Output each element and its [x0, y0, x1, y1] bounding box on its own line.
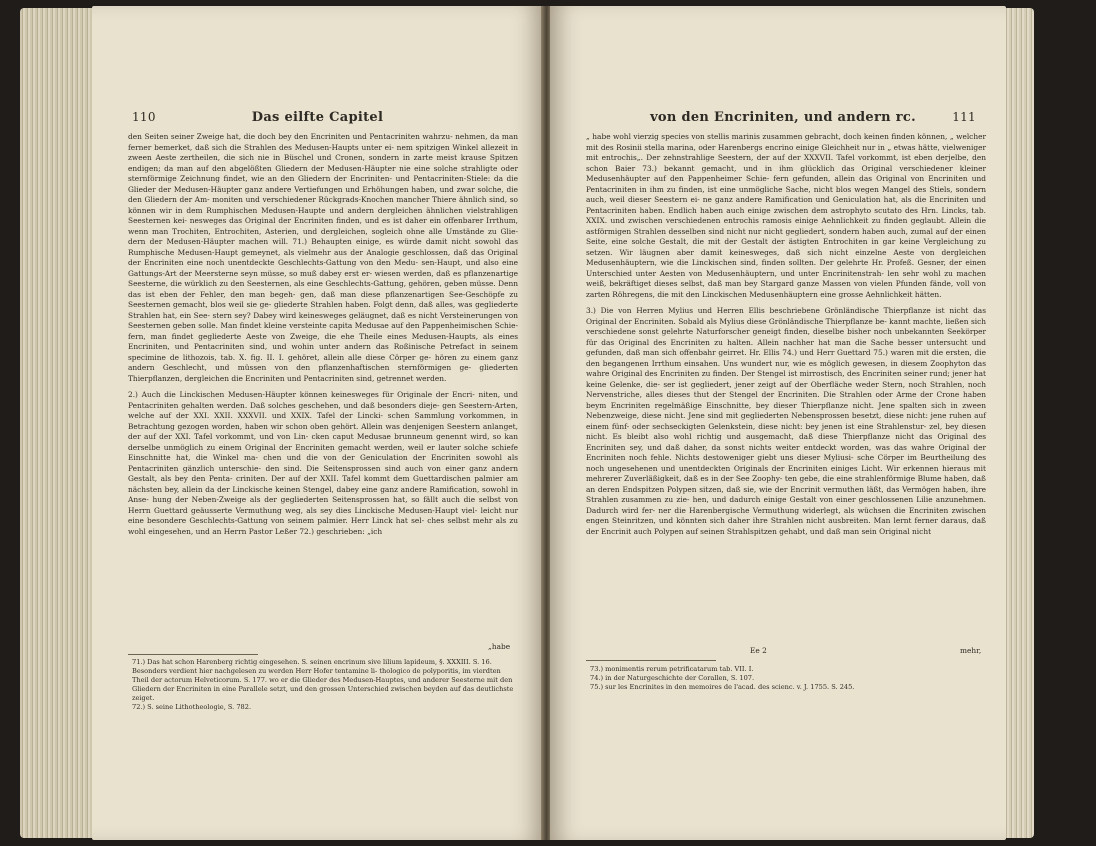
right-running-head: von den Encriniten, und andern rc. [650, 110, 916, 125]
right-body-text [586, 132, 986, 543]
left-paragraph-2: 2.) Auch die Linckischen Medusen-Häupter können keinesweges für Originale der Encri- niten, und Pentacriniten gehalten werden. Daß solches geschehen, und daß besonders dieje- gen Seestern-Arten, welche auf der XXI. XXII. XXXVII. und XXIX. Tafel der Lincki- schen Sammlung vorkommen, in Betrachtung gezogen worden, haben wir schon oben gehört. Allein was denjenigen Seestern anlanget, der auf der XXI. Tafel vorkommt, und von Lin- cken caput Medusae brunneum genennt wird, so kan derselbe unmöglich zu einem Original der Encriniten gemacht werden, weil er lauter solche schiefe Einschnitte hat, die Winkel ma- chen und die von der Geniculation der Encriniten sowohl als Pentacriniten gänzlich unterschie- den sind. Die Seitensprossen sind auch von einer ganz andern Gestalt, als bey den Penta- criniten. Der auf der XXII. Tafel kommt dem Guettardischen palmier am nächsten bey, allein da der Linckische keinen Stengel, dabey eine ganz andere Ramification, sowohl in Anse- hung der Neben-Zweige als der gegliederten Seitensprossen hat, so fällt auch die selbst von Herrn Guettard geäusserte Vermuthung weg, als sey dies Linckische Medusen-Haupt viel- leicht nur eine besondere Geschlechts-Gattung von seinem palmier. Herr Linck hat sel- ches selbst mehr als zu wohl eingesehen, und an Herrn Pastor Leßer 72.) geschrieben: „ich [128, 390, 518, 536]
right-footnote-rule [586, 660, 716, 661]
right-page-number: 111 [952, 110, 976, 124]
left-page [92, 6, 543, 840]
left-footnote-71: 71.) Das hat schon Harenberg richtig eingesehen. S. seinen encrinum sive lilium lapideum, §. XXXIII. S. 16. Besonders verdient hier nachgelesen zu werden Herr Hofer tentamine li- thologico de polyporitis, im vierdten Theil der actorum Helveticorum. S. 177. wo er die Glieder des Medusen-Hauptes, und anderer Seesterne mit den Gliedern der Encriniten in eine Parallele setzt, und den grossen Unterschied zwischen beyden auf das deutlichste zeiget. [132, 658, 514, 702]
left-fore-edge [20, 8, 94, 838]
right-signature-mark: Ee 2 [750, 646, 767, 655]
left-catchword: „habe [488, 642, 511, 651]
right-paragraph-1: „ habe wohl vierzig species von stellis marinis zusammen gebracht, doch keinen finden können, „ welcher mit des Rosinii stella marina, oder Harenbergs encrino einige Gleichheit nur in „ etwas hätte, vielweniger mit entrochis„. Der zehnstrahlige Seestern, der auf der XXXVII. Tafel vorkommt, ist eben derjelbe, den schon Baier 73.) bekannt gemacht, und in ihm glücklich das Original verschiedener kleiner Medusenhäupter auf den Pappenheimer Schie- fern gefunden, allein das Original von Encriniten und Pentacriniten in ihm zu finden, ist eine unmögliche Sache, nicht blos wegen Mangel des Stiels, sondern auch, weil dieser Seestern ei- ne ganz andere Ramification und Geniculation hat, als die Encriniten und Pentacriniten haben. Endlich haben auch einige zwischen dem astrophyto scutato des Hrn. Lincks, tab. XXIX. und zwischen verschiedenen entrochis ramosis einige Aehnlichkeit zu finden geglaubt. Allein die astförmigen Strahlen desselben sind nicht nur nicht gegliedert, sondern haben auch, zumal auf der einen Seite, eine solche Gestalt, die mit der Gestalt der ästigten Entrochiten in gar keine Vergleichung zu setzen. Wir läugnen aber damit keinesweges, daß sich nicht einzelne Aeste von dergleichen Medusenhäuptern, wie die Linckischen sind, finden sollten. Der gelehrte Hr. Profeß. Gesner, der einen Unterschied unter Aesten von Medusenhäuptern, und unter Encrinitenstrah- len sehr wohl zu machen weiß, bekräftiget dieses selbst, daß man bey Stargard ganze Massen von vielen Pfunden fände, voll von zarten Röhregens, die mit den Linckischen Medusenhäuptern eine grosse Aehnlichkeit hätten. [586, 132, 986, 299]
left-body-text [128, 132, 518, 543]
left-footnote-rule [128, 654, 258, 655]
right-footnotes [590, 665, 980, 692]
left-footnote-72: 72.) S. seine Lithotheologie, S. 782. [132, 703, 252, 711]
left-page-number: 110 [132, 110, 156, 124]
left-paragraph-1: den Seiten seiner Zweige hat, die doch bey den Encriniten und Pentacriniten wahrzu- nehmen, da man ferner bemerket, daß sich die Strahlen des Medusen-Haupts unter ei- nem spitzigen Winkel allezeit in zween Aeste zertheilen, die sich nie in Büschel und Cronen, sondern in zarte meist krause Spitzen endigen; da man auf den abgelößten Gliedern der Medusen-Häupter nie eine solche strahligte oder sternförmige Zeichnung findet, wie an den Gliedern der Encriniten- und Pentacriniten-Stiele: da die Glieder der Medusen-Häupter ganz andere Vertiefungen und Erhöhungen haben, und zwar solche, die den Gliedern der Am- moniten und verschiedener Rückgrads-Knochen mancher Thiere ähnlich sind, so können wir in dem Rumphischen Medusen-Haupte und andern dergleichen ähnlichen vielstrahligen Seesternen kei- nesweges das Original der Encriniten finden, und es ist daher ein offenbarer Irrthum, wenn man Trochiten, Entrochiten, Asterien, und dergleichen, sogleich ohne alle Umstände zu Glie- dern der Medusen-Häupter machen will. 71.) Behaupten einige, es würde damit nicht sowohl das Rumphische Medusen-Haupt gemeynet, als vielmehr aus der Analogie geschlossen, daß das Original der Encriniten eine noch unentdeckte Geschlechts-Gattung von den Medu- sen-Haupt, und also eine Gattungs-Art der Meersterne seyn müsse, so muß dabey erst er- wiesen werden, daß es pflanzenartige Seesterne, die würklich zu den Seesternen, als eine Geschlechts-Gattung, gehören, geben müsse. Denn das ist eben der Fehler, den man begeh- gen, daß man diese pflanzenartigen See-Geschöpfe zu Seesternen gemacht, blos weil sie ge- gliederte Strahlen haben. Folgt denn, daß alles, was gegliederte Strahlen hat, ein See- stern sey? Dabey wird keinesweges geläugnet, daß es nicht Versteinerungen von Seesternen geben solle. Man findet kleine versteinte capita Medusae auf den Pappenheimischen Schie- fern, man findet gegliederte Aeste von Zweige, die ehe Theile eines Medusen-Haupts, als eines Encriniten, und Pentacriniten sind, und wohin unter andern das Roßinische Petrefact in seinem specimine de lithozois, tab. X. fig. II. I. gehöret, allein alle diese Cörper ge- hören zu einem ganz andern Geschlecht, und müssen von den pflanzenhaftischen sternförmigen ge- gliederten Thierpflanzen, dergleichen die Encriniten und Pentacriniten sind, getrennet werden. [128, 132, 518, 383]
left-footnotes [132, 658, 518, 712]
right-catchword: mehr, [960, 646, 982, 655]
right-paragraph-2: 3.) Die von Herren Mylius und Herren Ellis beschriebene Grönländische Thierpflanze ist nicht das Original der Encriniten. Sobald als Mylius diese Grönländische Thierpflanze be- kannt machte, ließen sich verschiedene sonst gelehrte Naturforscher geneigt finden, dieselbe bisher noch unbekannten Seekörper für das Original des Encriniten zu halten. Allein nachher hat man die Sache besser untersucht und gefunden, daß man sich offenbahr geirret. Hr. Ellis 74.) und Herr Guettard 75.) waren mit die ersten, die den begangenen Irrthum einsahen. Uns wundert nur, wie es möglich gewesen, in diesem Zoophyton das wahre Original des Encriniten zu finden. Der Stengel ist mirrostisch, des Encriniten seiner rund; jener hat keine Gelenke, die- ser ist gegliedert, jener zeigt auf der Oberfläche weder Stern, noch Strahlen, noch Nervenstriche, alles dieses thut der Stengel der Encriniten. Die Strahlen oder Arme der Crone haben beym Encriniten regelmäßige Einschnitte, bey dieser Thierpflanze nicht. Jene spalten sich in zween Nebenzweige, diese nicht. Jene sind mit gegliederten Nebensprossen besetzt, diese nicht: jene ruhen auf einem fünf- oder sechseckigten Gelenkstein, diese nicht: bey jenen ist eine Strahlenstur- zel, bey diesen nicht. Es bleibt also wohl richtig und ausgemacht, daß diese Thierpflanze nicht das Original des Encriniten sey, und daß daher, da sonst nichts weiter entdeckt worden, was das wahre Original der Encriniten noch fehle. Nichts destoweniger giebt uns dieser Myliusi- sche Cörper im Beurtheilung des noch ungesehenen und unentdeckten Originals der Encriniten einiges Licht. Wir erkennen hieraus mit mehrerer Zuverläßigkeit, daß es in der See Zoophy- ten gebe, die eine strahlenförmige Blume haben, daß an deren Endspitzen Polypen sitzen, daß sie, wie der Encrinit vermuthen läßt, das Vermögen haben, ihre Strahlen zusammen zu zie- hen, und dadurch einige Gestalt von einer geschlossenen Lilie anzunehmen. Dadurch wird fer- ner die Harenbergische Vermuthung widerlegt, als wüchsen die Encriniten zwischen engen Steinritzen, und könnten sich daher ihre Strahlen nicht ausbreiten. Man lernt ferner daraus, daß der Encrinit auch Polypen auf seinen Strahlspitzen gehabt, und daß man sein Original nicht [586, 306, 986, 536]
right-fore-edge [1004, 8, 1034, 838]
right-footnote-74: 74.) in der Naturgeschichte der Corallen, S. 107. [590, 674, 755, 682]
left-running-head: Das eilfte Capitel [251, 110, 384, 125]
right-footnote-73: 73.) monimentis rerum petrificatarum tab. VII. I. [590, 665, 754, 673]
right-page [550, 6, 1006, 840]
right-footnote-75: 75.) sur les Encrinites in den memoires de l'acad. des scienc. v. J. 1755. S. 245. [590, 683, 855, 691]
